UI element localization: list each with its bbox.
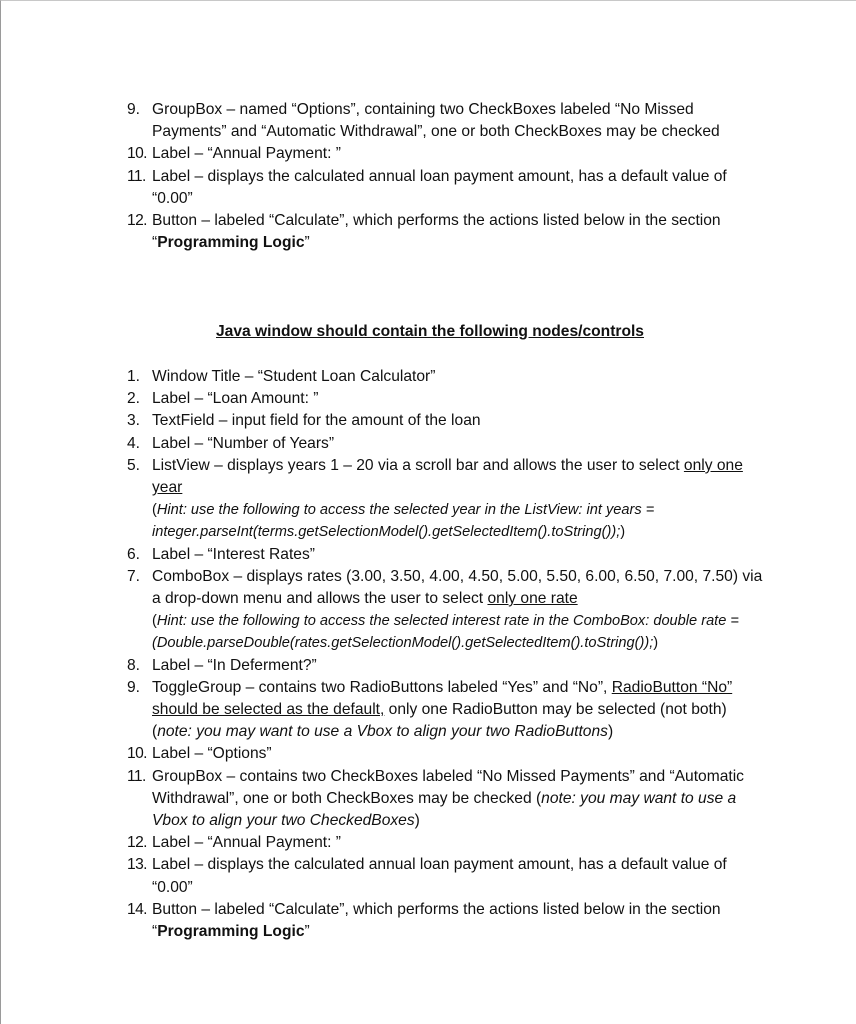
item-text-underlined: RadioButton “No” should be selected as the default,: [152, 678, 733, 719]
list-item: [127, 433, 767, 455]
item-text: TextField – input field for the amount of the loan: [152, 412, 481, 430]
item-number: 11.: [127, 767, 146, 785]
item-text: ): [607, 723, 614, 741]
item-number: 9.: [127, 678, 141, 696]
item-text: ComboBox – displays rates (3.00, 3.50, 4.00, 4.50, 5.00, 5.50, 6.00, 6.50, 7.00, 7.50) via a drop-down menu and allows the user to select: [152, 567, 763, 608]
item-text: GroupBox – named “Options”, containing two CheckBoxes labeled “No Missed Payments” and “Automatic Withdrawal”, one or both CheckBoxes may be checked: [152, 101, 720, 141]
item-text: Label – “In Deferment?”: [152, 656, 317, 674]
requirements-list-continued: [127, 99, 767, 254]
item-number: 13.: [127, 856, 147, 874]
item-text: ”: [304, 234, 310, 252]
item-number: 12.: [127, 212, 147, 230]
list-item: [127, 544, 767, 566]
item-text: Button – labeled “Calculate”, which performs the actions listed below in the section “: [152, 212, 721, 252]
item-text: ”: [304, 923, 310, 941]
list-item: [127, 655, 767, 677]
item-number: 3.: [127, 412, 141, 430]
item-number: 14.: [127, 900, 147, 918]
item-number: 1.: [127, 368, 141, 385]
item-text: Label – “Annual Payment: ”: [152, 145, 341, 163]
list-item: [127, 366, 767, 388]
item-number: 11.: [127, 167, 146, 185]
item-text: Label – displays the calculated annual loan payment amount, has a default value of “0.00”: [152, 856, 727, 896]
list-item: [127, 566, 767, 655]
list-item: [127, 899, 767, 943]
hint-open: (: [152, 613, 157, 630]
list-item: [127, 210, 767, 254]
list-item: [127, 677, 767, 744]
item-text: Label – “Interest Rates”: [152, 545, 315, 563]
item-text-bold: Programming Logic: [157, 234, 305, 252]
item-text: Window Title – “Student Loan Calculator”: [152, 368, 436, 385]
list-item: [127, 99, 767, 143]
item-number: 9.: [127, 101, 141, 118]
item-text: Label – “Options”: [152, 745, 272, 763]
item-text: Label – displays the calculated annual loan payment amount, has a default value of “0.00”: [152, 167, 727, 207]
item-number: 10.: [127, 745, 147, 763]
list-item: [127, 743, 767, 765]
item-text: GroupBox – contains two CheckBoxes labeled “No Missed Payments” and “Automatic Withdrawal”, one or both CheckBoxes may be checked (: [152, 767, 744, 807]
list-item: [127, 455, 767, 544]
hint-close: ): [653, 635, 659, 652]
item-text: only one RadioButton may be selected (not both) (: [152, 701, 727, 741]
item-number: 8.: [127, 656, 141, 674]
section-heading: [1, 321, 856, 343]
list-item: [127, 766, 767, 833]
item-text: ListView – displays years 1 – 20 via a scroll bar and allows the user to select: [152, 456, 684, 474]
hint-close: ): [620, 524, 626, 541]
item-number: 10.: [127, 145, 147, 163]
item-number: 4.: [127, 434, 141, 452]
item-number: 7.: [127, 567, 141, 585]
list-item: [127, 854, 767, 898]
hint-text: Hint: use the following to access the selected year in the ListView: int years = integer.parseInt(terms.getSelectionModel().getSelectedItem().toString());: [152, 502, 655, 541]
item-text-underlined: only one year: [152, 456, 743, 497]
item-note: note: you may want to use a Vbox to align your two RadioButtons: [157, 723, 608, 741]
item-text: Label – “Number of Years”: [152, 434, 335, 452]
java-controls-list: [127, 366, 767, 943]
list-item: [127, 143, 767, 165]
item-number: 5.: [127, 456, 141, 474]
hint-open: (: [152, 502, 157, 519]
list-item: [127, 410, 767, 432]
list-item: [127, 832, 767, 854]
list-item: [127, 166, 767, 210]
item-number: 2.: [127, 390, 141, 408]
item-text-underlined: only one rate: [487, 590, 578, 608]
list-item: [127, 388, 767, 410]
item-text: Label – “Annual Payment: ”: [152, 834, 341, 852]
item-number: 12.: [127, 834, 147, 852]
item-note: note: you may want to use a Vbox to align your two CheckedBoxes: [152, 789, 737, 830]
item-text-bold: Programming Logic: [157, 923, 305, 941]
hint-text: Hint: use the following to access the selected interest rate in the ComboBox: double rate = (Double.parseDouble(rates.getSelectionModel().getSelectedItem().toString());: [152, 613, 739, 652]
section-heading-text: Java window should contain the following nodes/controls: [216, 323, 644, 340]
item-text: ): [414, 812, 420, 830]
item-number: 6.: [127, 545, 141, 563]
item-text: Label – “Loan Amount: ”: [152, 390, 319, 408]
item-text: ToggleGroup – contains two RadioButtons labeled “Yes” and “No”,: [152, 678, 612, 696]
item-text: Button – labeled “Calculate”, which performs the actions listed below in the section “: [152, 900, 721, 941]
